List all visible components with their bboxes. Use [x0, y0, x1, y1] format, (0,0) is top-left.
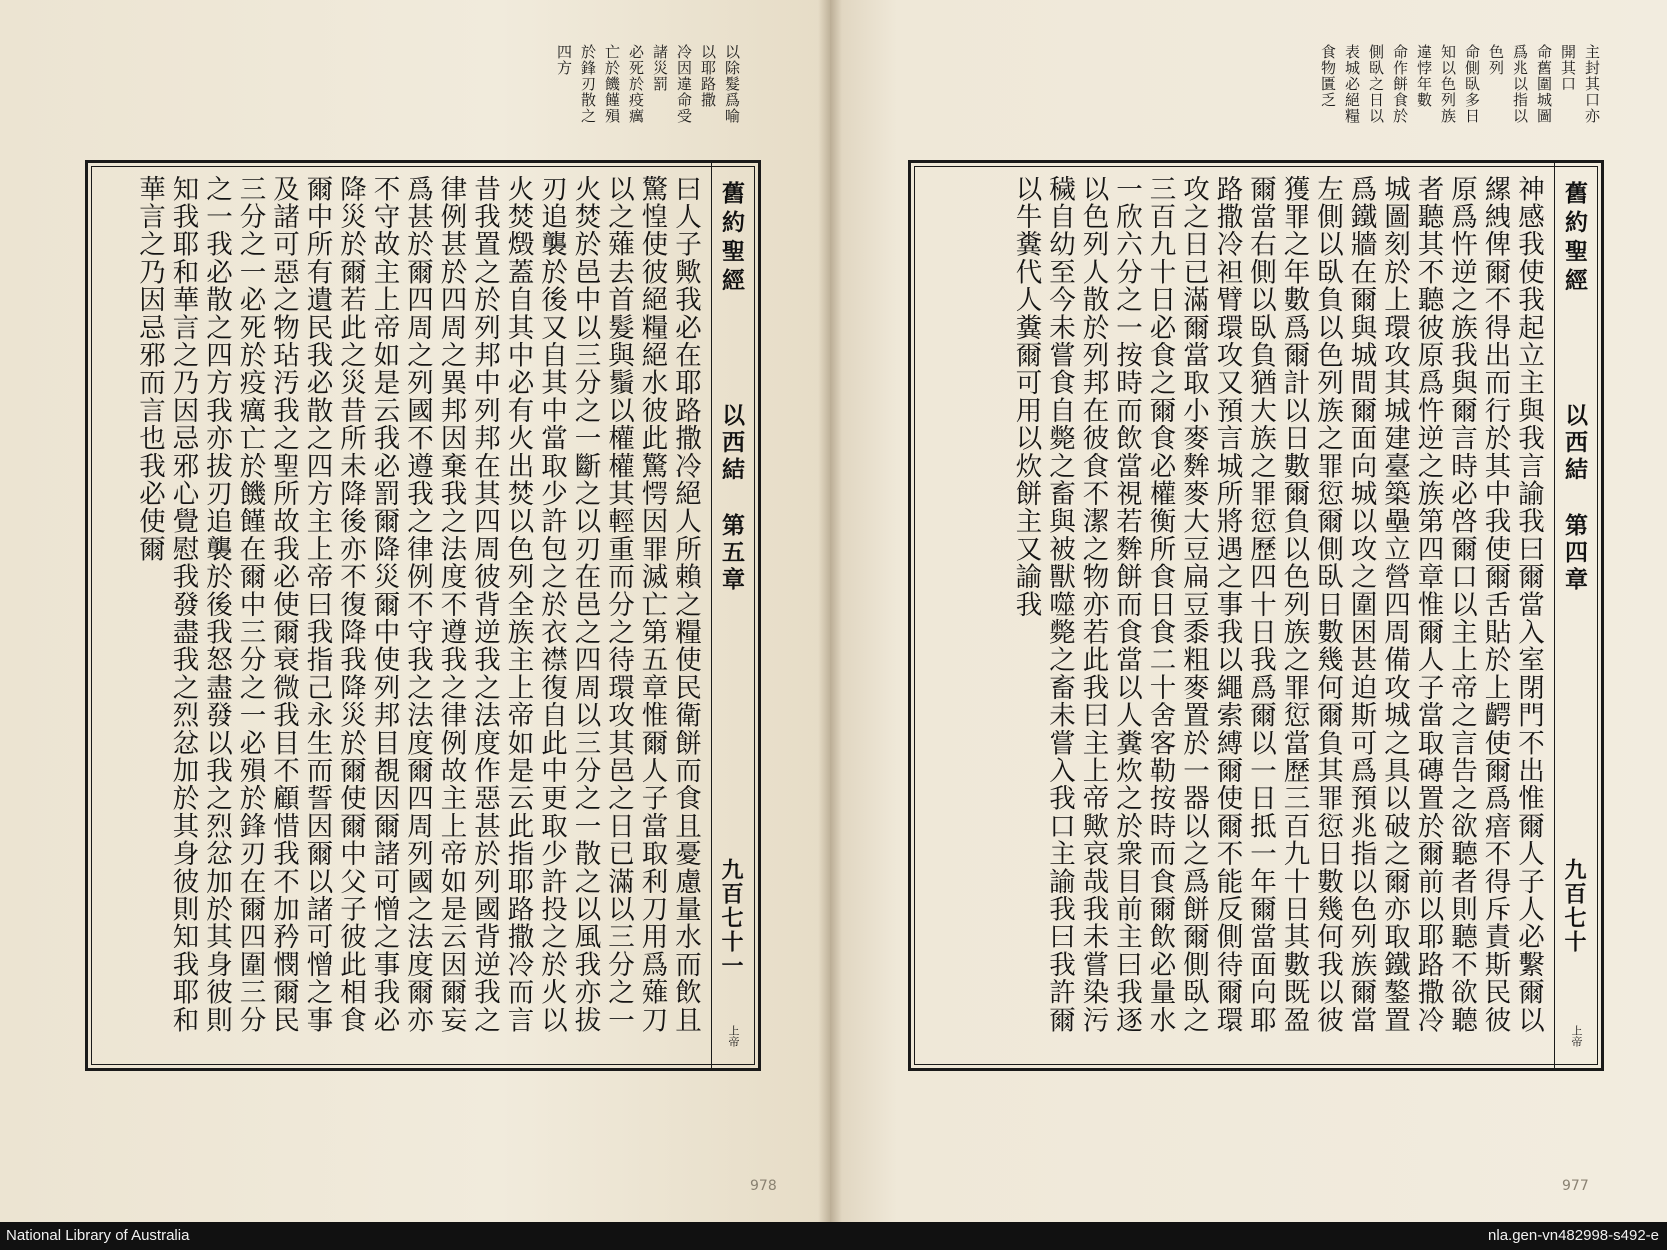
- right-book-name: 以西結: [1561, 403, 1588, 484]
- left-body-paragraph: 曰人子歟我必在耶路撒冷絕人所賴之糧使民衛餅而食且憂慮量水而飲且驚惶使彼絕糧絕水彼此驚愕因罪滅亡第五章惟爾人子當取利刀用爲薙刀以之薙去首髮與鬚以權權其輕重而分之待環攻其邑之日已滿以三分之一火焚於邑中以三分之一斷之以刃在邑之四周以三分之一散之以風我亦拔刃追襲於後又自其中當取少許包之於衣襟復自此中更取少許投之於火以火焚燬蓋自其中必有火出焚以色列全族主上帝如是云此指耶路撒冷而言昔我置之於列邦中列邦在其四周彼背逆我之法度作惡甚於列國背逆我之律例甚於四周之異邦因棄我之法度不遵我之律例故主上帝如是云因爾妄爲甚於爾四周之列國不遵我之律例不守我之法度爾四周列國之法度爾亦不守故主上帝如是云我必罰爾降災爾中使列邦目覩因爾諸可憎之事我必降災於爾若此之災昔所未降後亦不復降我降災於爾使爾中父子彼此相食爾中所有遺民我必散之四方主上帝曰我指己永生而誓因爾以諸可憎之事及諸可惡之物玷汚我之聖所故我必使爾衰微我目不顧惜我不加矜憫爾民三分之一必死於疫癘亡於饑饉在爾中三分之一必殞於鋒刃在爾四圍三分之一我必散之四方我亦拔刃追襲於後我怒盡發以我之烈忿加於其身彼則知我耶和華言之乃因忌邪心覺慰我發盡我之烈忿加於其身彼則知我耶和華言之乃因忌邪而言也我必使爾: [134, 175, 701, 1034]
- right-side-note: 開其口: [1559, 44, 1577, 92]
- right-body-text: [921, 175, 1545, 1056]
- right-header-column: [1554, 163, 1601, 1068]
- library-credit: National Library of Australia: [6, 1227, 190, 1244]
- left-side-notes: [100, 44, 740, 154]
- right-volume-mark: 上帝: [1570, 1025, 1583, 1047]
- left-side-note: 於鋒刃散之: [579, 44, 597, 124]
- left-side-note: 亡於饑饉殞: [603, 44, 621, 124]
- right-side-note: 側臥之日以: [1367, 44, 1385, 124]
- right-side-notes: [1100, 44, 1600, 154]
- left-page: [0, 0, 830, 1222]
- right-side-note: 命側臥多日: [1463, 44, 1481, 124]
- left-page-number: 九百七十一: [718, 858, 744, 978]
- right-side-note: 爲兆以指以: [1511, 44, 1529, 124]
- left-footer-number: 978: [750, 1178, 777, 1194]
- right-side-note: 知以色列族: [1439, 44, 1457, 124]
- right-page-number: 九百七十: [1561, 858, 1587, 954]
- right-side-note: 違悖年數: [1415, 44, 1433, 108]
- left-side-note: 以耶路撒: [699, 44, 717, 108]
- right-body-paragraph: 神感我使我起立主與我言諭我曰爾當入室閉門不出惟爾人子人必繫爾以縲絏俾爾不得出而行於其中我使爾舌貼於上齶使爾爲瘖不得斥責斯民彼原爲忤逆之族我與爾言時必啓爾口以主上帝之言告之欲聽者則聽不欲聽者聽其不聽彼原爲忤逆之族第四章惟爾人子當取磚置於爾前以耶路撒冷城圖刻於上環攻其城建臺築壘立營四周備攻城之具以破之爾亦取鐵鏊置爲鐵牆在爾與城間爾面向城以攻之圍困甚迫斯可爲預兆指以色列族爾當左側以臥負以色列族之罪愆爾側臥日數幾何爾負其罪愆日數幾何我以彼獲罪之年數爲爾計以日數爾負以色列族之罪愆當歷三百九十日其數既盈爾當右側以臥負猶大族之罪愆歷四十日我爲爾以一日抵一年爾當面向耶路撒冷袒臂環攻又預言城所將遇之事我以繩索縛爾使爾不能反側待爾環攻之日已滿爾當取小麥麰麥大豆扁豆黍粗麥置於一器以之爲餅爾側臥之三百九十日必食之爾食必權衡所食日食二十舍客勒按時而食爾飲必量水一欣六分之一按時而飲當視若麰餅而食當以人糞炊之於衆目前主曰我逐以色列人散於列邦在彼食不潔之物亦若此我曰主上帝歟哀哉我未嘗染污穢自幼至今未嘗食自斃之畜與被獸噬斃之畜未嘗入我口主諭我曰我許爾以牛糞代人糞爾可用以炊餅主又諭我: [1010, 175, 1544, 1034]
- right-footer-number: 977: [1562, 1178, 1589, 1194]
- right-side-note: 命舊圍城圖: [1535, 44, 1553, 124]
- right-side-note: 表城必絕糧: [1343, 44, 1361, 124]
- right-text-frame: [908, 160, 1604, 1071]
- left-header-column: [711, 163, 758, 1068]
- left-body-text: [98, 175, 702, 1056]
- left-book-name: 以西結: [718, 403, 745, 484]
- left-side-note: 冷因違命受: [675, 44, 693, 124]
- left-side-note: 諸災罰: [651, 44, 669, 92]
- item-identifier: nla.gen-vn482998-s492-e: [1488, 1227, 1659, 1244]
- right-side-note: 食物匱乏: [1319, 44, 1337, 108]
- left-volume-mark: 上帝: [727, 1025, 740, 1047]
- right-side-note: 色列: [1487, 44, 1505, 76]
- right-side-note: 主封其口亦: [1583, 44, 1601, 124]
- right-side-note: 命作餅食於: [1391, 44, 1409, 124]
- book-gutter: [818, 0, 842, 1222]
- right-running-title: 舊約聖經: [1561, 181, 1588, 297]
- left-side-note: 以除髮爲喻: [723, 44, 741, 124]
- left-chapter-label: 第五章: [718, 513, 745, 594]
- left-side-note: 必死於疫癘: [627, 44, 645, 124]
- left-running-title: 舊約聖經: [718, 181, 745, 297]
- left-side-note: 四方: [555, 44, 573, 76]
- right-chapter-label: 第四章: [1561, 513, 1588, 594]
- attribution-strip: [0, 1222, 1667, 1250]
- left-text-frame: [85, 160, 761, 1071]
